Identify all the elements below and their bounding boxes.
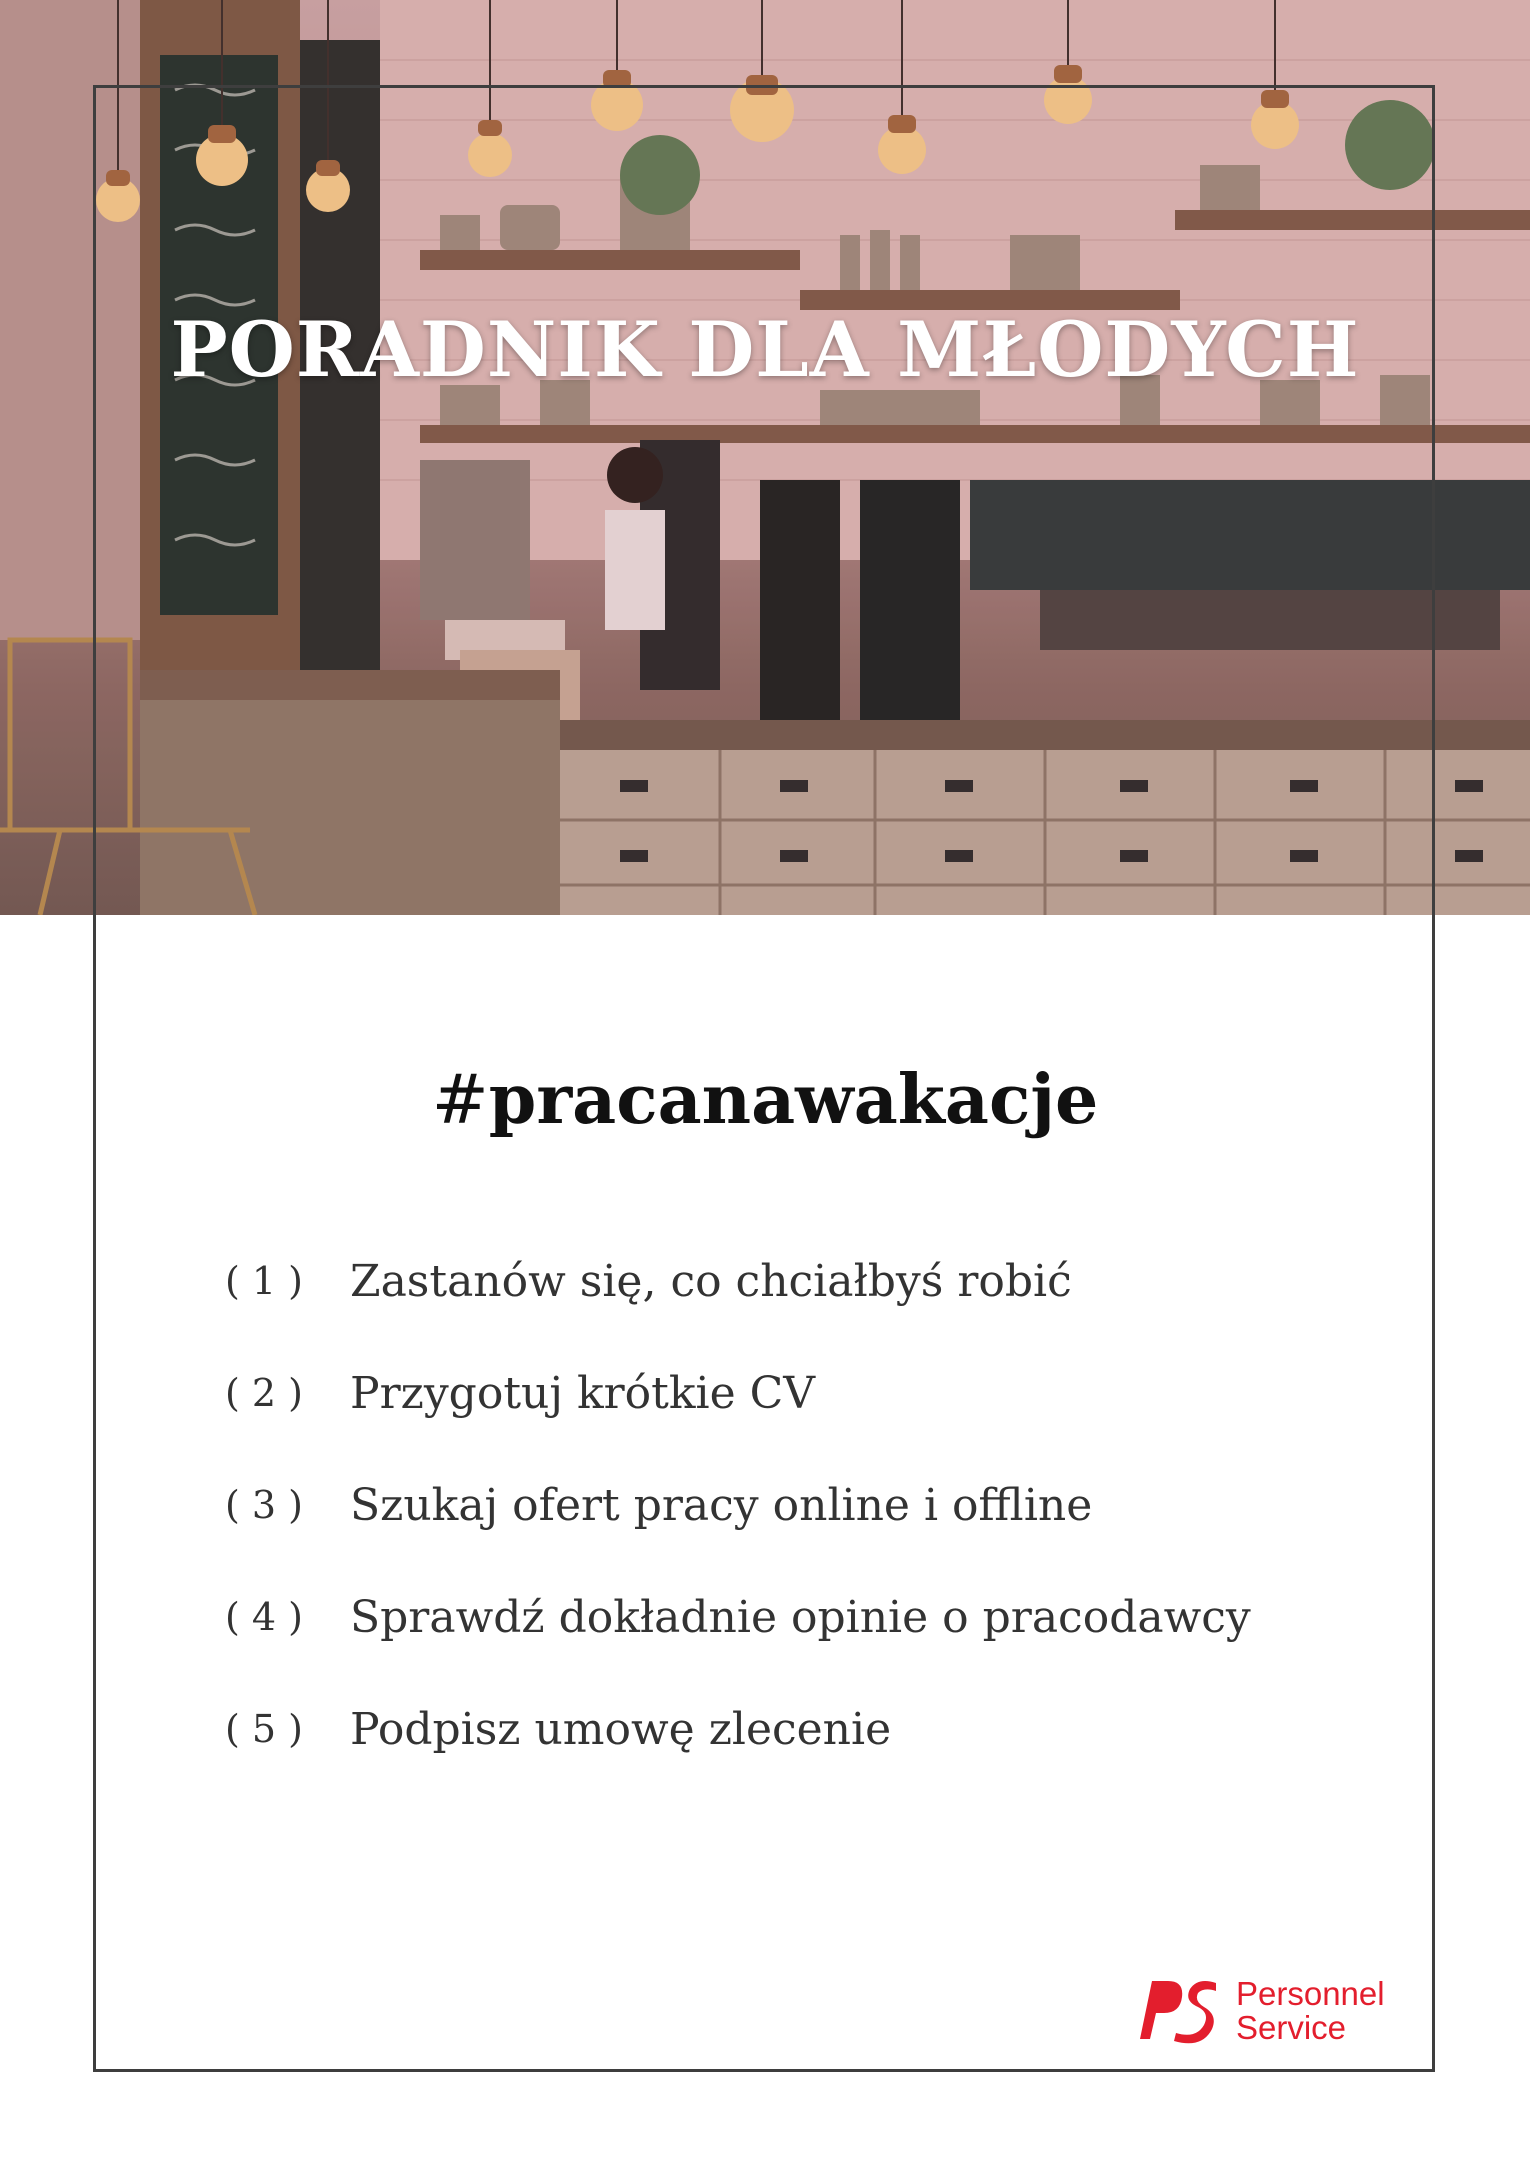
step-text: Podpisz umowę zlecenie [350, 1703, 892, 1755]
step-number: ( 1 ) [225, 1259, 303, 1303]
hashtag-symbol: # [431, 1061, 489, 1140]
ps-logo-icon [1138, 1975, 1222, 2047]
step-number: ( 3 ) [225, 1483, 303, 1527]
step-item [225, 1561, 1251, 1673]
personnel-service-logo [1138, 1975, 1385, 2047]
step-number: ( 4 ) [225, 1595, 303, 1639]
page-title: PORADNIK DLA MŁODYCH [170, 305, 1360, 394]
step-text: Sprawdź dokładnie opinie o pracodawcy [350, 1591, 1251, 1643]
cafe-interior-illustration [0, 0, 1530, 915]
hashtag-word: pracanawakacje [488, 1060, 1099, 1140]
step-text: Przygotuj krótkie CV [350, 1367, 816, 1419]
step-item [225, 1337, 1251, 1449]
logo-wordmark [1236, 1977, 1385, 2045]
logo-line-2: Service [1236, 2009, 1347, 2046]
step-number: ( 2 ) [225, 1371, 303, 1415]
hero-photo [0, 0, 1530, 915]
step-text: Zastanów się, co chciałbyś robić [350, 1255, 1072, 1307]
hashtag-heading [0, 1060, 1530, 1140]
step-item [225, 1673, 1251, 1785]
step-number: ( 5 ) [225, 1707, 303, 1751]
step-item [225, 1449, 1251, 1561]
step-text: Szukaj ofert pracy online i offline [350, 1479, 1093, 1531]
logo-line-1: Personnel [1236, 1975, 1385, 2012]
steps-list [225, 1225, 1251, 1785]
step-item [225, 1225, 1251, 1337]
